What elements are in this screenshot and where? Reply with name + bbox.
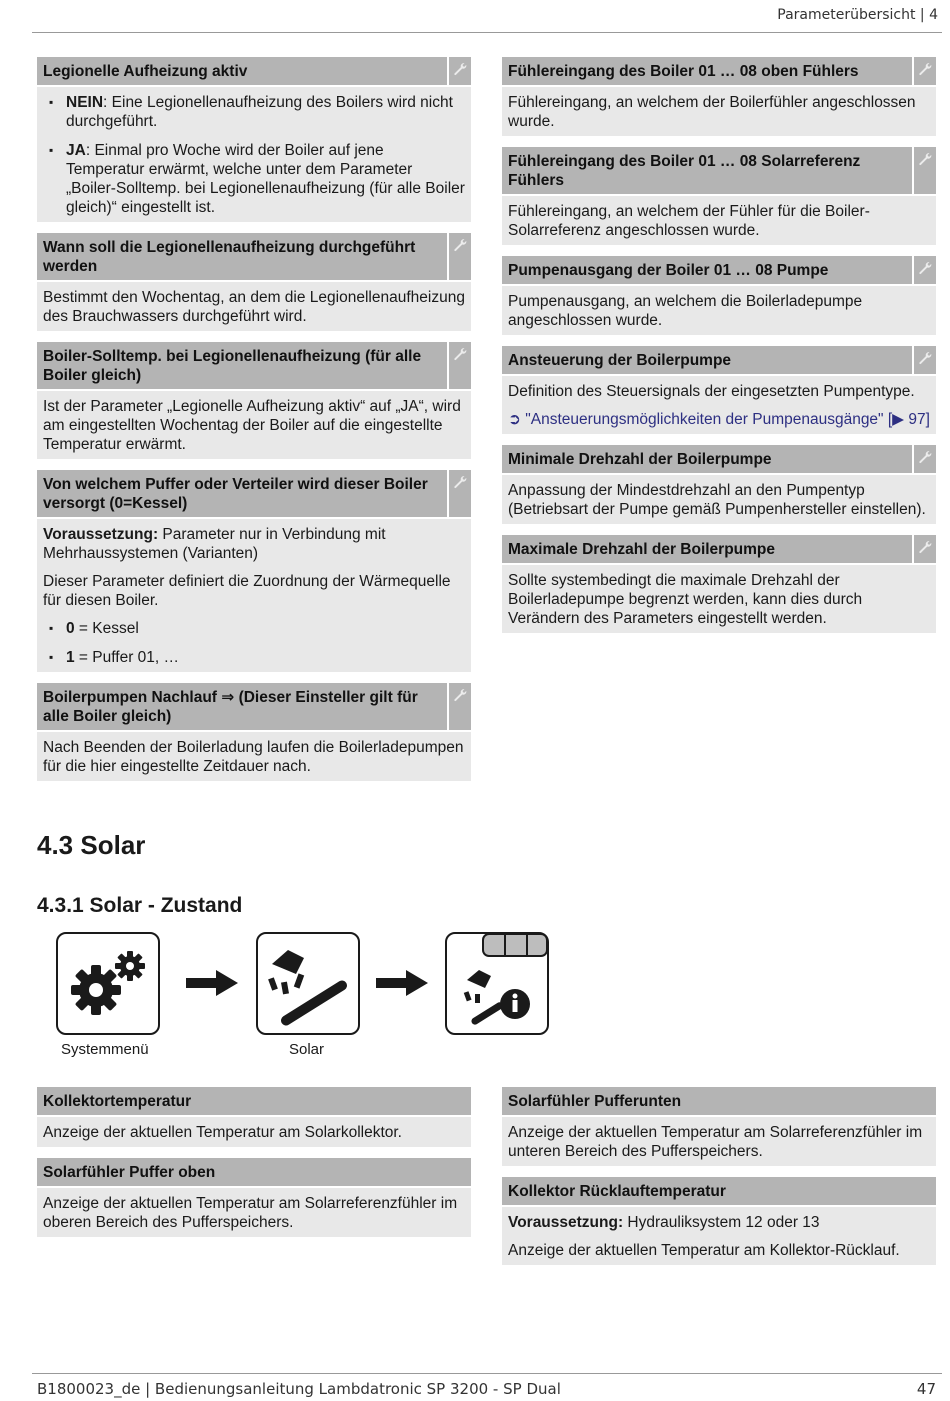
wrench-icon — [914, 147, 936, 194]
list-item: ▪ NEIN: Eine Legionellenaufheizung des Boilers wird nicht durchgeführt. — [43, 93, 465, 131]
right-parameter-column — [502, 57, 936, 644]
param-description: Bestimmt den Wochentag, an dem die Legionellenaufheizung des Brauchwassers durchgeführt wird. — [43, 289, 465, 325]
footer-rule — [32, 1373, 942, 1374]
param-description: Fühlereingang, an welchem der Boilerfühler angeschlossen wurde. — [508, 94, 916, 130]
param-legionelle-wochentag — [37, 233, 471, 331]
running-header: Parameterübersicht | 4 — [777, 7, 938, 23]
param-description: Pumpenausgang, an welchem die Boilerladepumpe angeschlossen wurde. — [508, 293, 863, 329]
wrench-icon — [449, 683, 471, 730]
param-title: Minimale Drehzahl der Boilerpumpe — [502, 445, 912, 473]
param-boilerpumpen-nachlauf — [37, 683, 471, 781]
param-description: Anpassung der Mindestdrehzahl an den Pumpentyp (Betriebsart der Pumpe gemäß Pumpenhersteller einstellen). — [508, 482, 926, 518]
param-title: Ansteuerung der Boilerpumpe — [502, 346, 912, 374]
param-title: Fühlereingang des Boiler 01 … 08 oben Fühlers — [502, 57, 912, 85]
param-title: Solarfühler Pufferunten — [502, 1087, 936, 1115]
param-title: Boilerpumpen Nachlauf ⇒ (Dieser Einsteller gilt für alle Boiler gleich) — [37, 683, 447, 730]
wrench-icon — [914, 445, 936, 473]
param-description: Nach Beenden der Boilerladung laufen die Boilerladepumpen für die hier eingestellte Zeitdauer nach. — [43, 739, 464, 775]
param-description: Anzeige der aktuellen Temperatur am Solarreferenzfühler im unteren Bereich des Pufferspeichers. — [508, 1124, 923, 1160]
list-item: ▪ 0 = Kessel — [43, 619, 465, 638]
path-label-systemmenu: Systemmenü — [61, 1041, 149, 1058]
wrench-icon — [914, 346, 936, 374]
wrench-icon — [914, 57, 936, 85]
section-heading: 4.3 Solar — [37, 830, 146, 860]
param-legionelle-aktiv — [37, 57, 471, 222]
gear-icon — [71, 951, 145, 1015]
param-fuehler-solarreferenz — [502, 147, 936, 245]
arrow-right-icon — [376, 970, 428, 996]
param-title: Von welchem Puffer oder Verteiler wird dieser Boiler versorgt (0=Kessel) — [37, 470, 447, 517]
footer-document-title: B1800023_de | Bedienungsanleitung Lambdatronic SP 3200 - SP Dual — [37, 1380, 561, 1398]
param-pumpenausgang — [502, 256, 936, 335]
wrench-icon — [914, 535, 936, 563]
solar-status-icon — [445, 932, 549, 1035]
param-title: Fühlereingang des Boiler 01 … 08 Solarreferenz Fühlers — [502, 147, 912, 194]
solar-right-column — [502, 1087, 936, 1276]
wrench-icon — [914, 256, 936, 284]
param-ansteuerung — [502, 346, 936, 434]
param-solarfuehler-pufferunten — [502, 1087, 936, 1166]
wrench-icon — [449, 57, 471, 85]
cross-reference-link[interactable]: ➲ "Ansteuerungsmöglichkeiten der Pumpenausgänge" [▶ 97] — [508, 411, 930, 428]
param-max-drehzahl — [502, 535, 936, 633]
param-description: Anzeige der aktuellen Temperatur am Solarreferenzfühler im oberen Bereich des Pufferspeichers. — [43, 1195, 458, 1231]
param-description: Anzeige der aktuellen Temperatur am Kollektor-Rücklauf. — [508, 1242, 900, 1259]
param-kollektortemperatur — [37, 1087, 471, 1147]
wrench-icon — [449, 233, 471, 280]
param-description: Ist der Parameter „Legionelle Aufheizung aktiv“ auf „JA“, wird am eingestellten Wochentag der Boiler auf die eingestellte Temperatur erwärmt. — [43, 398, 461, 453]
param-title: Boiler-Solltemp. bei Legionellenaufheizung (für alle Boiler gleich) — [37, 342, 447, 389]
param-title: Wann soll die Legionellenaufheizung durchgeführt werden — [37, 233, 447, 280]
param-title: Solarfühler Puffer oben — [37, 1158, 471, 1186]
left-parameter-column — [37, 57, 471, 792]
param-title: Kollektor Rücklauftemperatur — [502, 1177, 936, 1205]
header-rule — [32, 32, 942, 33]
solar-left-column — [37, 1087, 471, 1248]
param-description: Fühlereingang, an welchem der Fühler für die Boiler-Solarreferenz angeschlossen wurde. — [508, 203, 870, 239]
wrench-icon — [449, 470, 471, 517]
param-legionelle-solltemp — [37, 342, 471, 459]
param-description: Definition des Steuersignals der eingesetzten Pumpentype. — [508, 383, 915, 400]
param-solarfuehler-puffer-oben — [37, 1158, 471, 1237]
param-title: Maximale Drehzahl der Boilerpumpe — [502, 535, 912, 563]
param-fuehler-oben — [502, 57, 936, 136]
system-menu-icon — [56, 932, 160, 1035]
param-title: Pumpenausgang der Boiler 01 … 08 Pumpe — [502, 256, 912, 284]
param-requirement: Voraussetzung: Hydrauliksystem 12 oder 13 — [508, 1214, 820, 1231]
param-puffer-versorgung — [37, 470, 471, 672]
param-title: Legionelle Aufheizung aktiv — [37, 57, 447, 85]
list-item: ▪ 1 = Puffer 01, … — [43, 648, 465, 667]
page-number: 47 — [916, 1380, 936, 1398]
path-label-solar: Solar — [289, 1041, 325, 1058]
param-title: Kollektortemperatur — [37, 1087, 471, 1115]
param-kollektor-ruecklauf — [502, 1177, 936, 1265]
param-description: Dieser Parameter definiert die Zuordnung der Wärmequelle für diesen Boiler. — [43, 573, 451, 609]
wrench-icon — [449, 342, 471, 389]
arrow-right-icon — [186, 970, 238, 996]
param-description: Sollte systembedingt die maximale Drehzahl der Boilerladepumpe begrenzt werden, kann dies durch Verändern des Parameters eingestellt werden. — [508, 572, 863, 627]
param-description: Anzeige der aktuellen Temperatur am Solarkollektor. — [43, 1124, 402, 1141]
param-min-drehzahl — [502, 445, 936, 524]
param-requirement: Voraussetzung: Parameter nur in Verbindung mit Mehrhaussystemen (Varianten) — [43, 526, 386, 562]
solar-icon — [256, 932, 360, 1035]
subsection-heading: 4.3.1 Solar - Zustand — [37, 894, 243, 917]
list-item: ▪ JA: Einmal pro Woche wird der Boiler auf jene Temperatur erwärmt, welche unter dem Parameter „Boiler-Solltemp. bei Legionellenaufheizung (für alle Boiler gleich)“ eingestellt ist. — [43, 141, 465, 217]
